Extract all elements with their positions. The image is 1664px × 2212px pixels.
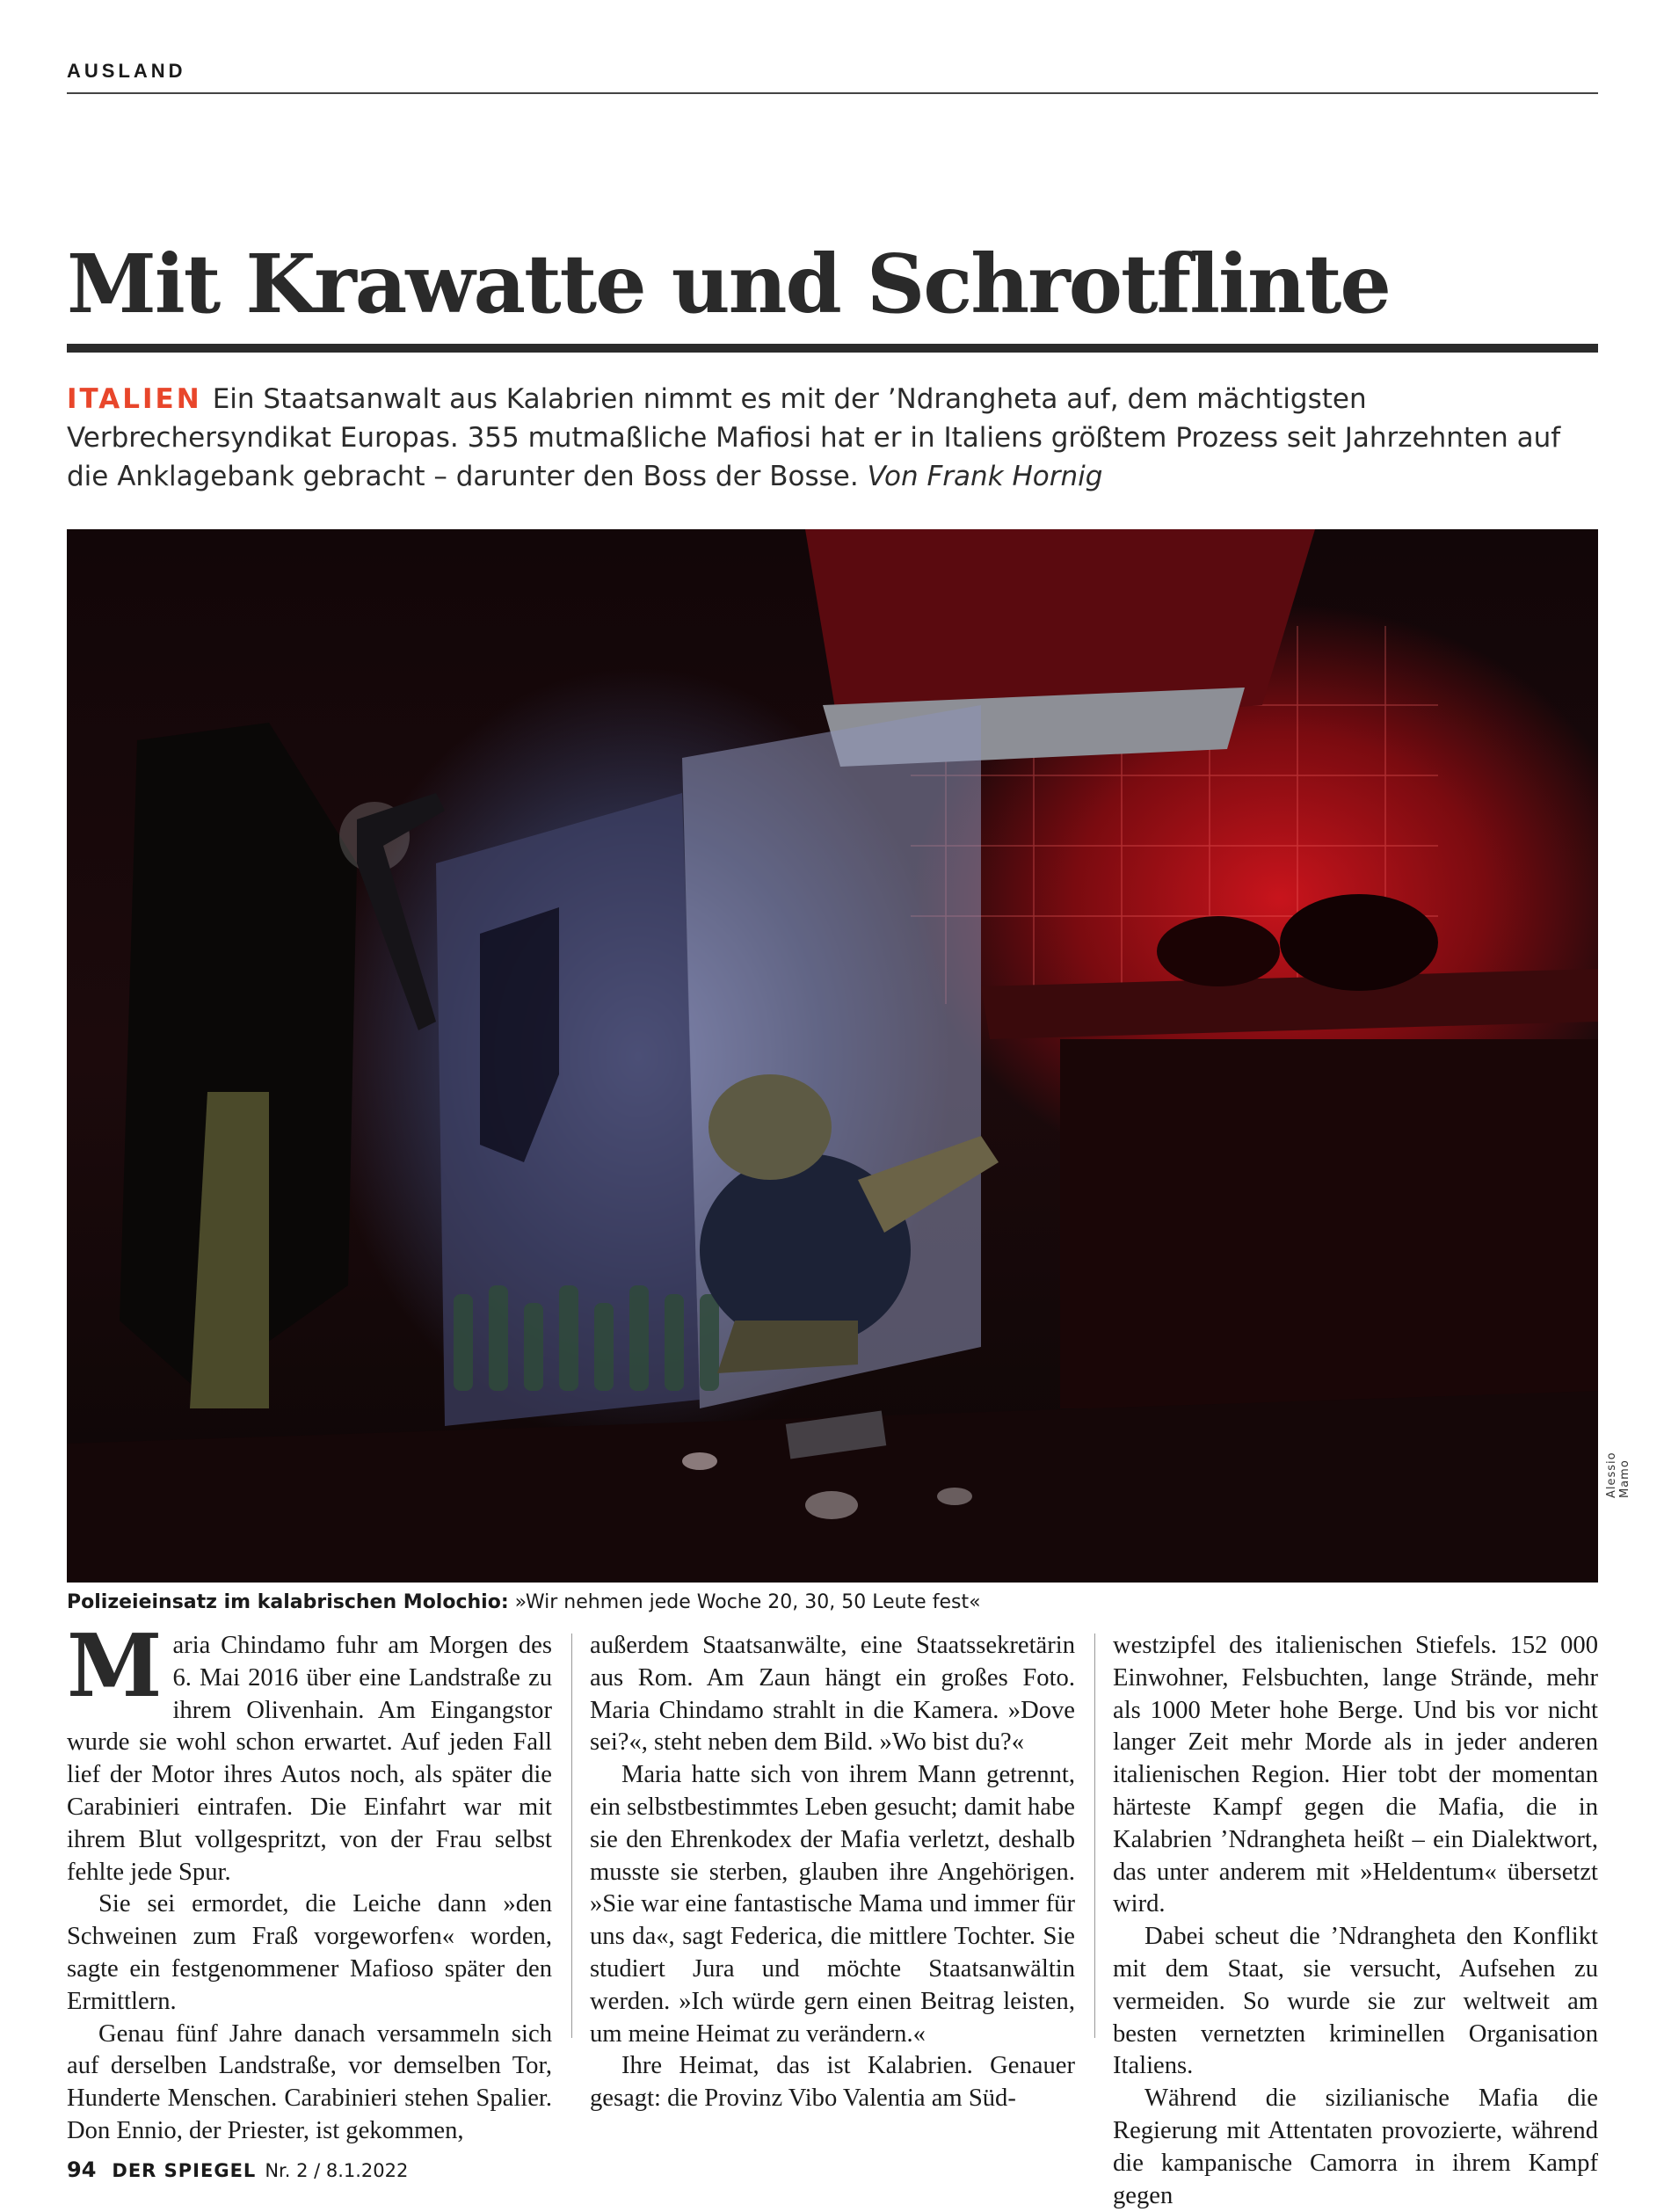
headline: Mit Krawatte und Schrotflinte bbox=[67, 236, 1390, 331]
pot bbox=[1157, 916, 1280, 986]
body-paragraph bbox=[67, 1616, 552, 1888]
body-paragraph: Während die sizilianische Mafia die Regierung mit Attentaten provozierte, während die kampanische Camorra in ihrem Kampf gegen bbox=[1113, 2085, 1598, 2209]
body-paragraph: Ihre Heimat, das ist Kalabrien. Genauer gesagt: die Provinz Vibo Valentia am Süd- bbox=[590, 2052, 1075, 2113]
headline-rule bbox=[67, 344, 1598, 353]
column-rule bbox=[571, 1634, 572, 2038]
body-paragraph: Sie sei ermordet, die Leiche dann »den Schweinen zum Fraß vorgeworfen« worden, sagte ein festgenommener Mafioso später den Ermittlern. bbox=[67, 1890, 552, 2015]
body-column-1 bbox=[67, 1616, 552, 2148]
page-footer bbox=[67, 2157, 408, 2182]
pot bbox=[1280, 894, 1438, 991]
counter-top bbox=[981, 969, 1598, 1039]
lead-text: Ein Staatsanwalt aus Kalabrien nimmt es mit der ’Ndrangheta auf, dem mächtigsten Verbrechersyndikat Europas. 355 mutmaßliche Mafiosi hat er in Italiens größtem Prozess seit Jahrzehnten auf die Anklagebank gebracht – darunter den Boss der Bosse. bbox=[67, 383, 1561, 492]
photo-scene bbox=[67, 529, 1598, 1583]
kicker: ITALIEN bbox=[67, 383, 202, 415]
byline: Von Frank Hornig bbox=[867, 461, 1103, 492]
drop-cap: M bbox=[67, 1616, 163, 1717]
magazine-name: DER SPIEGEL bbox=[112, 2160, 257, 2181]
body-paragraph: Genau fünf Jahre danach versammeln sich auf derselben Landstraße, vor demselben Tor, Hunderte Menschen. Carabinieri stehen Spalier. Don Ennio, der Priester, ist gekommen, bbox=[67, 2019, 552, 2144]
caption-location: Polizeieinsatz im kalabrischen Molochio: bbox=[67, 1591, 509, 1613]
section-label: AUSLAND bbox=[67, 60, 186, 82]
counter-cabinet bbox=[1060, 1039, 1598, 1408]
body-column-3 bbox=[1113, 1630, 1598, 2212]
issue-info: Nr. 2 / 8.1.2022 bbox=[265, 2160, 409, 2181]
debris bbox=[682, 1452, 717, 1470]
soldier-helmet bbox=[708, 1074, 832, 1180]
photo-caption bbox=[67, 1591, 1598, 1613]
page-number: 94 bbox=[67, 2157, 97, 2182]
debris bbox=[937, 1488, 972, 1505]
rifle bbox=[357, 793, 445, 1030]
lead-paragraph bbox=[67, 380, 1596, 496]
top-rule bbox=[67, 92, 1598, 94]
body-paragraph: westzipfel des italienischen Stiefels. 152 000 Einwohner, Felsbuchten, lange Strände, mehr als 1000 Meter hohe Berge. Und bis vor nicht langer Zeit mehr Morde als in jeder anderen italienischen Region. Hier tobt der momentan härteste Kampf gegen die Mafia, die in Kalabrien ’Ndrangheta heißt – ein Dialektwort, das unter anderem mit »Heldentum« übersetzt wird. bbox=[1113, 1632, 1598, 1918]
body-paragraph: Maria hatte sich von ihrem Mann getrennt, ein selbstbestimmtes Leben gesucht; damit habe sie den Ehrenkodex der Mafia verletzt, deshalb musste sie sterben, glauben ihre Angehörigen. »Sie war eine fantastische Mama und immer für uns da«, sagt Federica, die mittlere Tochter. Sie studiert Jura und möchte Staatsanwältin werden. »Ich würde gern einen Beitrag leisten, um meine Heimat zu verändern.« bbox=[590, 1761, 1075, 2048]
paragraph-text: aria Chindamo fuhr am Morgen des 6. Mai 2016 über eine Landstraße zu ihrem Olivenhain. Am Eingangstor wurde sie wohl schon erwartet. Auf jeden Fall lief der Motor ihres Autos noch, als später die Carabinieri eintrafen. Die Einfahrt war mit ihrem Blut vollgespritzt, von der Frau selbst fehlte jede Spur. bbox=[67, 1632, 552, 1886]
soldier-legs bbox=[717, 1321, 858, 1373]
debris bbox=[805, 1491, 858, 1519]
article-photo bbox=[67, 529, 1598, 1583]
body-column-2 bbox=[590, 1630, 1075, 2115]
caption-quote: »Wir nehmen jede Woche 20, 30, 50 Leute fest« bbox=[514, 1591, 981, 1613]
body-paragraph: außerdem Staatsanwälte, eine Staatssekretärin aus Rom. Am Zaun hängt ein großes Foto. Maria Chindamo strahlt in die Kamera. »Dove sei?«, steht neben dem Bild. »Wo bist du?« bbox=[590, 1632, 1075, 1757]
column-rule bbox=[1094, 1634, 1095, 2038]
photo-credit: Alessio Mamo bbox=[1605, 1452, 1631, 1498]
body-paragraph: Dabei scheut die ’Ndrangheta den Konflikt mit dem Staat, sie versucht, Aufsehen zu vermeiden. So wurde sie zur weltweit am besten vernetzten kriminellen Organisation Italiens. bbox=[1113, 1923, 1598, 2080]
